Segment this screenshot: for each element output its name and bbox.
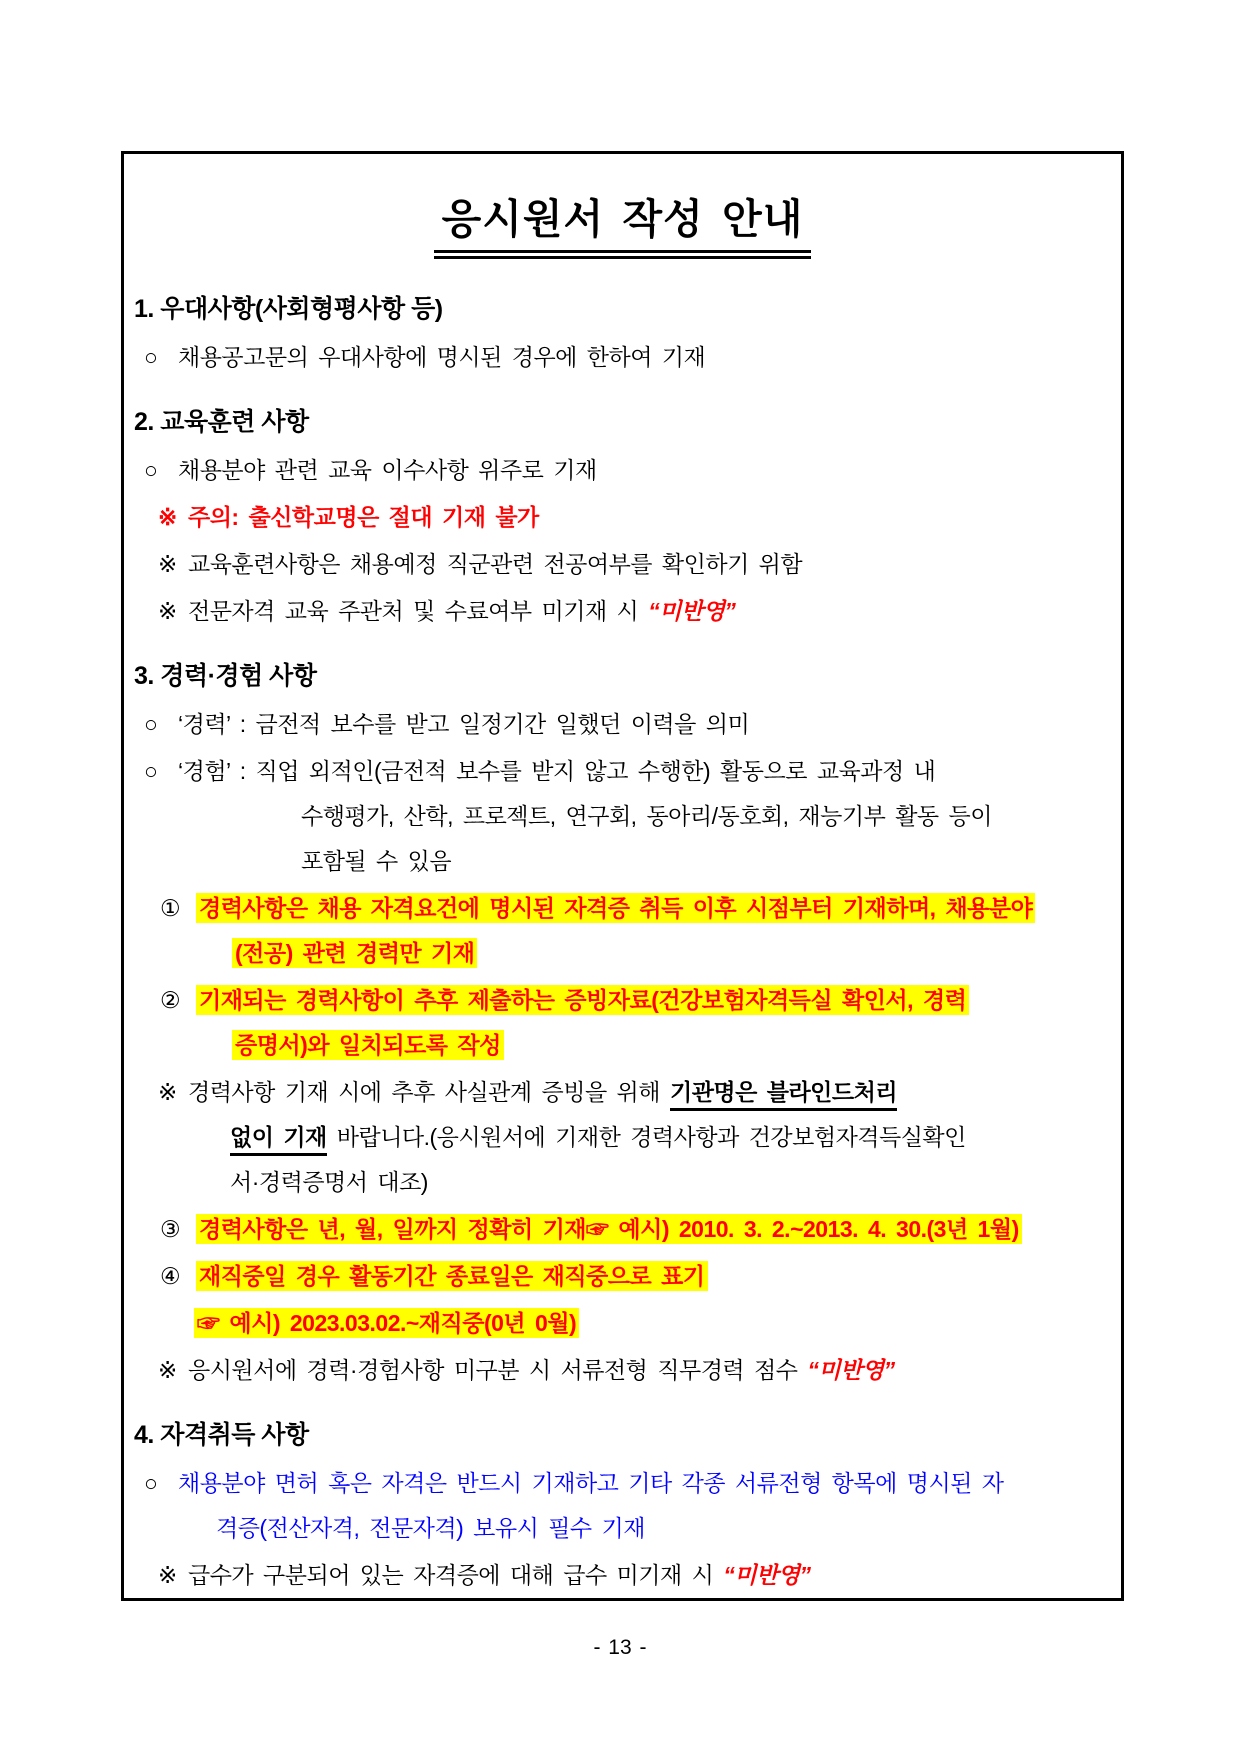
highlight-text: 기재되는 경력사항이 추후 제출하는 증빙자료(건강보험자격득실 확인서, 경력 <box>196 985 969 1015</box>
highlight-text: 재직중일 경우 활동기간 종료일은 재직중으로 표기 <box>196 1261 708 1291</box>
underlined-bold-text: 없이 기재 <box>230 1124 327 1156</box>
list-item <box>124 709 1121 739</box>
reference-mark-icon: ※ <box>158 504 177 530</box>
emphasis-text: “미반영” <box>723 1562 811 1588</box>
emphasis-text: “미반영” <box>807 1357 895 1383</box>
note-item <box>124 549 1121 579</box>
warning-text: 주의: 출신학교명은 절대 기재 불가 <box>188 504 539 530</box>
circled-number-icon: ① <box>160 895 181 921</box>
numbered-item <box>124 893 1121 968</box>
reference-mark-icon: ※ <box>158 598 177 624</box>
document-frame <box>121 151 1124 1601</box>
list-item <box>124 1468 1121 1543</box>
note-item <box>124 1077 1121 1197</box>
highlight-text: 경력사항은 채용 자격요건에 명시된 자격증 취득 이후 시점부터 기재하며, 채용분야 <box>196 893 1035 923</box>
circled-number-icon: ② <box>160 987 181 1013</box>
circle-bullet-icon: ○ <box>144 758 158 784</box>
item-text-blue-continuation: 격증(전산자격, 전문자격) 보유시 필수 기재 <box>216 1515 645 1541</box>
section-heading: 2. 교육훈련 사항 <box>134 408 309 436</box>
numbered-item <box>124 1261 1121 1291</box>
circle-bullet-icon: ○ <box>144 711 158 737</box>
section-heading: 1. 우대사항(사회형평사항 등) <box>134 295 443 323</box>
item-text-continuation: 포함될 수 있음 <box>301 848 452 874</box>
highlight-text: (전공) 관련 경력만 기재 <box>232 938 477 968</box>
note-item <box>124 1560 1121 1590</box>
warning-item <box>124 502 1121 532</box>
item-text: 급수가 구분되어 있는 자격증에 대해 급수 미기재 시 <box>188 1562 714 1588</box>
circled-number-icon: ④ <box>160 1263 181 1289</box>
item-text-blue: 채용분야 면허 혹은 자격은 반드시 기재하고 기타 각종 서류전형 항목에 명시된 자 <box>178 1470 1004 1496</box>
page-title: 응시원서 작성 안내 <box>434 186 812 259</box>
numbered-item <box>124 985 1121 1060</box>
reference-mark-icon: ※ <box>158 1562 177 1588</box>
item-text-continuation: 서·경력증명서 대조) <box>230 1169 428 1195</box>
emphasis-text: “미반영” <box>648 598 736 624</box>
title-wrap <box>124 186 1121 259</box>
reference-mark-icon: ※ <box>158 551 177 577</box>
highlight-text: 증명서)와 일치되도록 작성 <box>232 1030 504 1060</box>
section-heading: 3. 경력·경험 사항 <box>134 662 317 690</box>
note-item <box>124 1355 1121 1385</box>
list-item <box>124 756 1121 876</box>
circled-number-icon: ③ <box>160 1216 181 1242</box>
item-text: 전문자격 교육 주관처 및 수료여부 미기재 시 <box>188 598 639 624</box>
item-text: 교육훈련사항은 채용예정 직군관련 전공여부를 확인하기 위함 <box>188 551 803 577</box>
item-text: 채용공고문의 우대사항에 명시된 경우에 한하여 기재 <box>178 344 706 370</box>
circle-bullet-icon: ○ <box>144 1470 158 1496</box>
circle-bullet-icon: ○ <box>144 344 158 370</box>
list-item <box>124 455 1121 485</box>
note-item <box>124 596 1121 626</box>
section-career <box>124 656 1121 1385</box>
item-text: ‘경력’ : 금전적 보수를 받고 일정기간 일했던 이력을 의미 <box>178 711 750 737</box>
section-preferential <box>124 289 1121 372</box>
circle-bullet-icon: ○ <box>144 457 158 483</box>
list-item <box>124 342 1121 372</box>
item-text-continuation: 수행평가, 산학, 프로젝트, 연구회, 동아리/동호회, 재능기부 활동 등이 <box>301 803 992 829</box>
page-number: - 13 - <box>593 1636 647 1659</box>
item-text: 채용분야 관련 교육 이수사항 위주로 기재 <box>178 457 597 483</box>
item-text: ‘경험’ : 직업 외적인(금전적 보수를 받지 않고 수행한) 활동으로 교육과정 내 <box>178 758 936 784</box>
example-item <box>124 1308 1121 1338</box>
section-education <box>124 402 1121 626</box>
item-text: 경력사항 기재 시에 추후 사실관계 증빙을 위해 <box>188 1079 660 1105</box>
item-text: 바랍니다.(응시원서에 기재한 경력사항과 건강보험자격득실확인 <box>336 1124 966 1150</box>
numbered-item <box>124 1214 1121 1244</box>
reference-mark-icon: ※ <box>158 1079 177 1105</box>
section-license <box>124 1415 1121 1590</box>
highlight-text: ☞ 예시) 2023.03.02.~재직중(0년 0월) <box>194 1308 579 1338</box>
highlight-text: 경력사항은 년, 월, 일까지 정확히 기재☞ 예시) 2010. 3. 2.~2013. 4. 30.(3년 1월) <box>196 1214 1022 1244</box>
underlined-bold-text: 기관명은 블라인드처리 <box>670 1079 897 1111</box>
reference-mark-icon: ※ <box>158 1357 177 1383</box>
item-text: 응시원서에 경력·경험사항 미구분 시 서류전형 직무경력 점수 <box>188 1357 798 1383</box>
section-heading: 4. 자격취득 사항 <box>134 1421 309 1449</box>
